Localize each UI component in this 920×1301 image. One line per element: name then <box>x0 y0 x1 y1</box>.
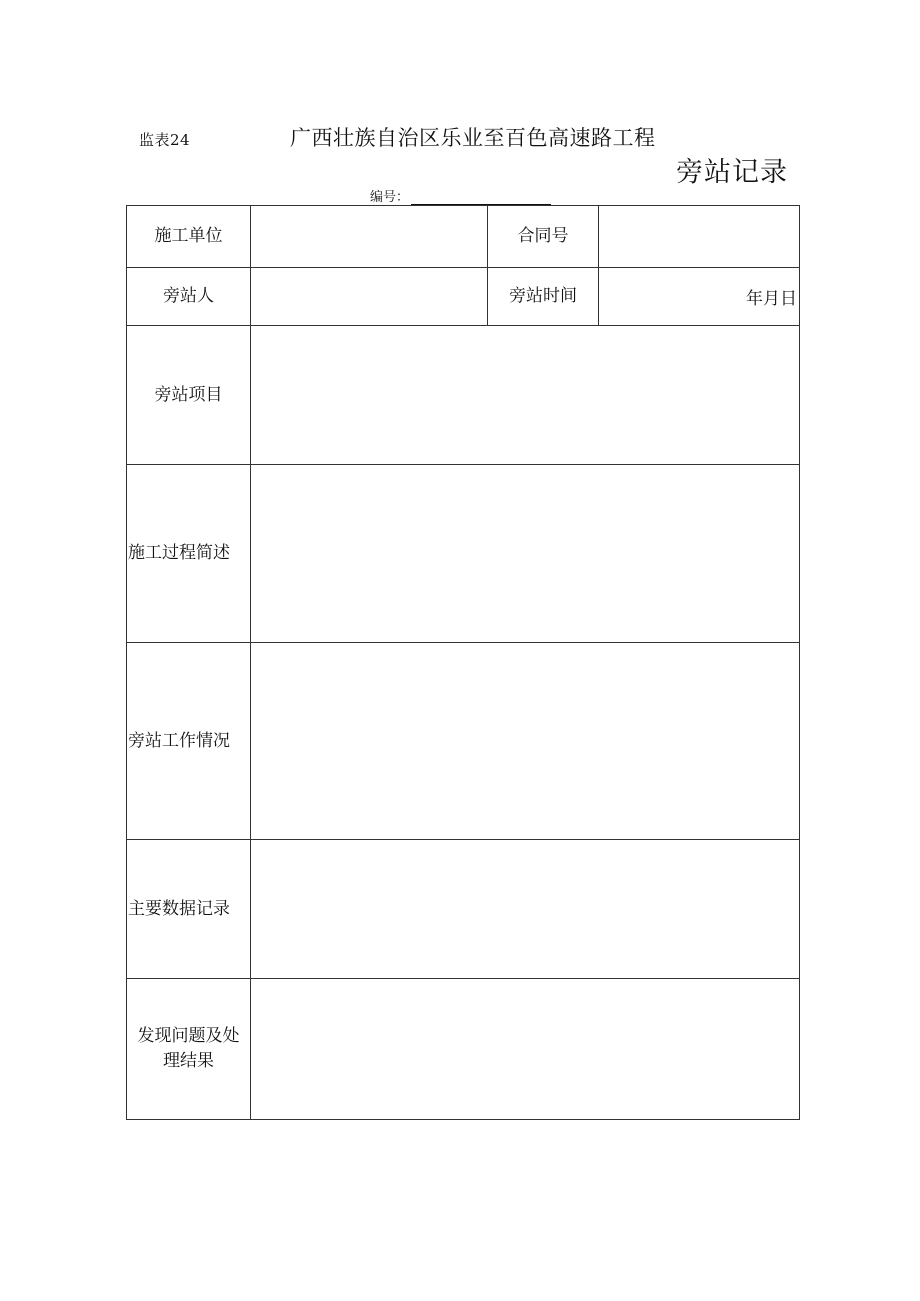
table-row <box>127 979 800 1120</box>
table-row <box>127 268 800 326</box>
form-code: 监表24 <box>139 131 191 149</box>
document-title: 旁站记录 <box>676 157 788 188</box>
serial-number-label: 编号： <box>370 190 410 205</box>
site-supervision-record-table <box>126 205 800 1120</box>
supervisor-field[interactable] <box>251 268 488 326</box>
table-row <box>127 840 800 979</box>
supervision-work-field[interactable] <box>251 643 800 840</box>
problems-field[interactable] <box>251 979 800 1120</box>
construction-process-label: 施工过程简述 <box>127 465 251 643</box>
main-data-field[interactable] <box>251 840 800 979</box>
construction-unit-label: 施工单位 <box>127 206 251 268</box>
supervision-time-field[interactable]: 年月日 <box>599 268 800 326</box>
table-row <box>127 643 800 840</box>
project-title: 广西壮族自治区乐业至百色高速路工程 <box>290 126 656 150</box>
serial-number-field[interactable] <box>411 190 551 205</box>
construction-process-field[interactable] <box>251 465 800 643</box>
table-row <box>127 206 800 268</box>
table-row <box>127 465 800 643</box>
table-row <box>127 326 800 465</box>
supervisor-label: 旁站人 <box>127 268 251 326</box>
main-data-label: 主要数据记录 <box>127 840 251 979</box>
supervision-item-field[interactable] <box>251 326 800 465</box>
contract-number-label: 合同号 <box>488 206 599 268</box>
contract-number-field[interactable] <box>599 206 800 268</box>
construction-unit-field[interactable] <box>251 206 488 268</box>
serial-number-row <box>370 186 551 205</box>
supervision-work-label: 旁站工作情况 <box>127 643 251 840</box>
supervision-time-label: 旁站时间 <box>488 268 599 326</box>
problems-label-line1: 发现问题及处 <box>137 1026 240 1047</box>
supervision-item-label: 旁站项目 <box>127 326 251 465</box>
problems-label <box>127 979 251 1120</box>
problems-label-line2: 理结果 <box>163 1051 214 1071</box>
